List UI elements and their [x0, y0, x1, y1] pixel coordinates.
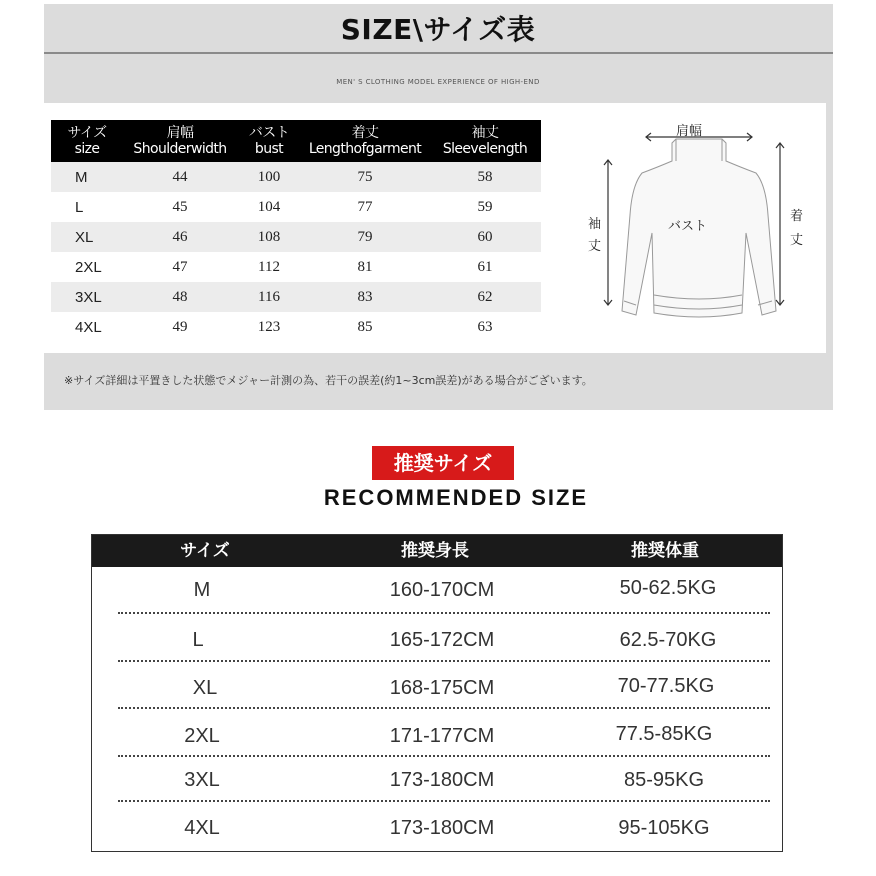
column-header-jp: 肩幅 [166, 125, 194, 141]
table-row [51, 282, 541, 312]
cell-sleeve: 61 [429, 252, 541, 282]
size-chart-header-row [51, 120, 541, 162]
recommended-cell-height: 171-177CM [389, 725, 495, 747]
table-row [51, 312, 541, 342]
table-row [51, 252, 541, 282]
garment-length-label-1: 着 [790, 209, 804, 224]
cell-size: 4XL [51, 312, 123, 342]
cell-bust: 100 [237, 162, 301, 192]
row-separator [118, 707, 770, 709]
column-header-en: Sleevelength [442, 141, 528, 157]
column-header-en: Shoulderwidth [133, 141, 227, 157]
cell-size: 3XL [51, 282, 123, 312]
recommended-cell-height: 173-180CM [389, 769, 495, 791]
cell-sleeve: 58 [429, 162, 541, 192]
cell-size: M [51, 162, 123, 192]
column-header-shoulder [123, 120, 237, 162]
cell-size: L [51, 192, 123, 222]
column-header-jp: サイズ [67, 125, 107, 141]
column-header-length [301, 120, 429, 162]
recommended-cell-height: 160-170CM [389, 579, 495, 601]
cell-bust: 116 [237, 282, 301, 312]
recommended-cell-weight: 62.5-70KG [619, 629, 717, 651]
column-header-en: Lengthofgarment [308, 141, 422, 157]
page-subtitle: MEN' S CLOTHING MODEL EXPERIENCE OF HIGH-END [336, 78, 540, 86]
recommended-cell-weight: 77.5-85KG [615, 723, 713, 745]
shoulder-width-label: 肩幅 [676, 124, 703, 139]
recommended-cell-height: 168-175CM [389, 677, 495, 699]
recommended-cell-weight: 70-77.5KG [617, 675, 715, 697]
recommended-cell-weight: 95-105KG [618, 817, 710, 839]
column-header-jp: 袖丈 [471, 125, 499, 141]
title-divider [44, 52, 833, 54]
recommended-title: RECOMMENDED SIZE [323, 485, 589, 510]
recommended-cell-height: 165-172CM [389, 629, 495, 651]
row-separator [118, 755, 770, 757]
measurement-note: ※サイズ詳細は平置きした状態でメジャー計測の為、若干の誤差(約1~3cm誤差)がある場合がございます。 [64, 374, 593, 387]
cell-length: 79 [301, 222, 429, 252]
cell-length: 81 [301, 252, 429, 282]
recommended-cell-size: 4XL [184, 817, 220, 839]
cell-sleeve: 60 [429, 222, 541, 252]
table-row [51, 222, 541, 252]
sleeve-length-label-1: 袖 [588, 217, 602, 232]
size-chart-table [51, 120, 541, 342]
column-header-sleeve [429, 120, 541, 162]
cell-length: 77 [301, 192, 429, 222]
cell-sleeve: 59 [429, 192, 541, 222]
cell-shoulder: 45 [123, 192, 237, 222]
column-header-bust [237, 120, 301, 162]
recommended-cell-weight: 50-62.5KG [619, 577, 717, 599]
table-row [51, 192, 541, 222]
recommended-cell-height: 173-180CM [389, 817, 495, 839]
column-header-size [51, 120, 123, 162]
recommended-header-size: サイズ [180, 541, 230, 561]
garment-length-label-2: 丈 [790, 233, 804, 248]
recommended-cell-size: 2XL [184, 725, 220, 747]
cell-sleeve: 63 [429, 312, 541, 342]
recommended-cell-size: 3XL [184, 769, 220, 791]
recommended-cell-size: M [193, 579, 211, 601]
recommended-badge: 推奨サイズ [372, 446, 514, 480]
sleeve-length-label-2: 丈 [588, 239, 602, 254]
recommended-cell-weight: 85-95KG [623, 769, 705, 791]
cell-size: XL [51, 222, 123, 252]
column-header-jp: 着丈 [351, 125, 379, 141]
column-header-jp: バスト [248, 125, 290, 141]
cell-bust: 112 [237, 252, 301, 282]
column-header-en: size [74, 141, 100, 157]
cell-length: 85 [301, 312, 429, 342]
column-header-en: bust [254, 141, 284, 157]
cell-shoulder: 46 [123, 222, 237, 252]
bust-label: バスト [668, 219, 708, 234]
cell-sleeve: 62 [429, 282, 541, 312]
recommended-cell-size: XL [192, 677, 218, 699]
garment-diagram [580, 115, 820, 340]
table-row [51, 162, 541, 192]
cell-length: 83 [301, 282, 429, 312]
cell-shoulder: 49 [123, 312, 237, 342]
row-separator [118, 800, 770, 802]
cell-shoulder: 44 [123, 162, 237, 192]
recommended-header-height: 推奨身長 [401, 541, 469, 561]
recommended-cell-size: L [192, 629, 204, 651]
cell-length: 75 [301, 162, 429, 192]
row-separator [118, 660, 770, 662]
row-separator [118, 612, 770, 614]
cell-size: 2XL [51, 252, 123, 282]
cell-bust: 104 [237, 192, 301, 222]
cell-shoulder: 47 [123, 252, 237, 282]
page-title: SIZE\サイズ表 [340, 13, 536, 46]
cell-bust: 108 [237, 222, 301, 252]
cell-shoulder: 48 [123, 282, 237, 312]
recommended-header-weight: 推奨体重 [631, 541, 699, 561]
cell-bust: 123 [237, 312, 301, 342]
